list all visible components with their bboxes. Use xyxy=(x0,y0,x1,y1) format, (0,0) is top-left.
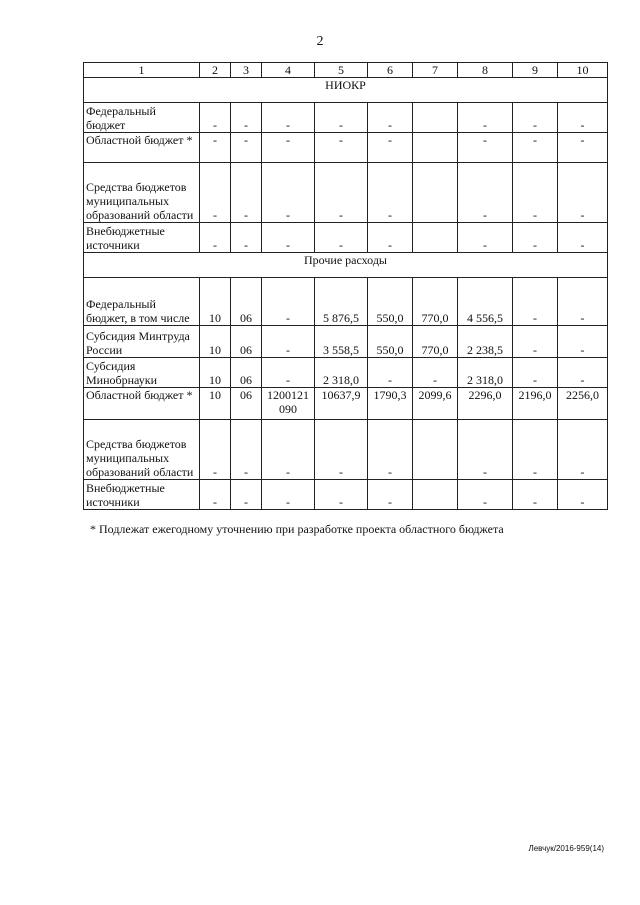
table-cell: 770,0 xyxy=(413,326,458,358)
table-cell: - xyxy=(513,133,558,163)
section-title: НИОКР xyxy=(84,78,608,103)
table-cell: - xyxy=(458,133,513,163)
table-cell: 10 xyxy=(200,326,231,358)
table-cell: 2 318,0 xyxy=(315,358,368,388)
table-cell: 06 xyxy=(231,278,262,326)
table-cell: - xyxy=(558,223,608,253)
table-row xyxy=(84,103,608,133)
column-number: 5 xyxy=(315,63,368,78)
table-cell: - xyxy=(262,103,315,133)
table-cell: - xyxy=(558,133,608,163)
table-cell: 2 318,0 xyxy=(458,358,513,388)
table-row xyxy=(84,223,608,253)
table-cell: - xyxy=(458,223,513,253)
row-label: Федеральный бюджет, в том числе xyxy=(84,278,200,326)
document-code: Левчук/2016-959(14) xyxy=(528,844,604,853)
table-row xyxy=(84,326,608,358)
table-cell: - xyxy=(262,163,315,223)
table-cell xyxy=(413,163,458,223)
table-cell: - xyxy=(315,420,368,480)
column-number: 4 xyxy=(262,63,315,78)
table-cell: 10 xyxy=(200,388,231,420)
table-cell: 3 558,5 xyxy=(315,326,368,358)
table-cell: - xyxy=(262,480,315,510)
row-label: Федеральный бюджет xyxy=(84,103,200,133)
column-number: 3 xyxy=(231,63,262,78)
table-cell: 2099,6 xyxy=(413,388,458,420)
table-cell: - xyxy=(458,480,513,510)
row-label: Областной бюджет * xyxy=(84,133,200,163)
table-cell: 4 556,5 xyxy=(458,278,513,326)
table-cell: - xyxy=(513,358,558,388)
table-cell: - xyxy=(262,358,315,388)
table-cell: - xyxy=(231,420,262,480)
table-cell: - xyxy=(231,163,262,223)
table-cell: - xyxy=(513,163,558,223)
column-number: 10 xyxy=(558,63,608,78)
table-cell: - xyxy=(231,103,262,133)
table-cell: - xyxy=(368,163,413,223)
table-cell: 550,0 xyxy=(368,326,413,358)
row-label: Средства бюджетов муниципальных образований области xyxy=(84,163,200,223)
table-cell: - xyxy=(413,358,458,388)
table-cell: 06 xyxy=(231,326,262,358)
table-cell: - xyxy=(368,358,413,388)
table-cell: 2196,0 xyxy=(513,388,558,420)
section-title: Прочие расходы xyxy=(84,253,608,278)
column-number-row xyxy=(84,63,608,78)
table-cell: - xyxy=(200,480,231,510)
table-cell: - xyxy=(262,133,315,163)
column-number: 1 xyxy=(84,63,200,78)
table-cell: - xyxy=(315,223,368,253)
table-cell: - xyxy=(262,223,315,253)
table-cell xyxy=(413,480,458,510)
table-row xyxy=(84,388,608,420)
table-cell: 10 xyxy=(200,358,231,388)
table-cell: - xyxy=(315,103,368,133)
table-cell: 5 876,5 xyxy=(315,278,368,326)
table-cell: - xyxy=(368,420,413,480)
budget-table xyxy=(83,62,608,510)
table-cell: - xyxy=(368,223,413,253)
table-cell: - xyxy=(200,133,231,163)
table-cell: - xyxy=(315,480,368,510)
table-cell: - xyxy=(231,480,262,510)
table-cell: - xyxy=(262,420,315,480)
table-cell: - xyxy=(558,326,608,358)
row-label: Областной бюджет * xyxy=(84,388,200,420)
table-cell: 06 xyxy=(231,358,262,388)
table-cell: - xyxy=(262,326,315,358)
table-cell: - xyxy=(200,103,231,133)
page-number: 2 xyxy=(316,34,324,49)
row-label: Субсидия Минобрнауки xyxy=(84,358,200,388)
column-number: 7 xyxy=(413,63,458,78)
table-cell: - xyxy=(513,278,558,326)
table-cell: - xyxy=(558,358,608,388)
table-row xyxy=(84,133,608,163)
table-cell: - xyxy=(200,420,231,480)
table-cell: - xyxy=(513,223,558,253)
table-cell: - xyxy=(200,223,231,253)
table-cell: 10 xyxy=(200,278,231,326)
column-number: 9 xyxy=(513,63,558,78)
footnote: * Подлежат ежегодному уточнению при разработке проекта областного бюджета xyxy=(90,522,504,536)
table-cell: - xyxy=(458,420,513,480)
table-row xyxy=(84,358,608,388)
table-cell: - xyxy=(513,420,558,480)
table-row xyxy=(84,278,608,326)
table-cell: 2256,0 xyxy=(558,388,608,420)
table-body xyxy=(84,63,608,510)
column-number: 6 xyxy=(368,63,413,78)
table-cell: - xyxy=(513,326,558,358)
table-row xyxy=(84,163,608,223)
table-cell: 2296,0 xyxy=(458,388,513,420)
table-cell xyxy=(413,420,458,480)
table-cell: - xyxy=(368,133,413,163)
table-cell: - xyxy=(368,103,413,133)
column-number: 2 xyxy=(200,63,231,78)
table-cell xyxy=(413,133,458,163)
table-cell: - xyxy=(231,133,262,163)
table-cell: - xyxy=(368,480,413,510)
table-cell: 550,0 xyxy=(368,278,413,326)
table-cell: - xyxy=(262,278,315,326)
table-cell: - xyxy=(315,163,368,223)
table-cell: 1790,3 xyxy=(368,388,413,420)
table-cell xyxy=(413,223,458,253)
column-number: 8 xyxy=(458,63,513,78)
table-cell: - xyxy=(200,163,231,223)
table-cell: 770,0 xyxy=(413,278,458,326)
row-label: Внебюджетные источники xyxy=(84,480,200,510)
table-cell: - xyxy=(558,420,608,480)
table-cell: - xyxy=(513,480,558,510)
table-cell: - xyxy=(231,223,262,253)
row-label: Внебюджетные источники xyxy=(84,223,200,253)
table-cell: - xyxy=(458,163,513,223)
table-row xyxy=(84,480,608,510)
table-cell: - xyxy=(458,103,513,133)
table-cell: 10637,9 xyxy=(315,388,368,420)
table-cell: - xyxy=(558,278,608,326)
table-cell xyxy=(413,103,458,133)
table-cell: 2 238,5 xyxy=(458,326,513,358)
table-cell: - xyxy=(513,103,558,133)
table-cell: 1200121 090 xyxy=(262,388,315,420)
table-cell: - xyxy=(558,163,608,223)
row-label: Субсидия Минтруда России xyxy=(84,326,200,358)
table-cell: 06 xyxy=(231,388,262,420)
row-label: Средства бюджетов муниципальных образований области xyxy=(84,420,200,480)
section-title-row xyxy=(84,78,608,103)
table-cell: - xyxy=(315,133,368,163)
table-row xyxy=(84,420,608,480)
table-cell: - xyxy=(558,103,608,133)
section-title-row xyxy=(84,253,608,278)
table-cell: - xyxy=(558,480,608,510)
